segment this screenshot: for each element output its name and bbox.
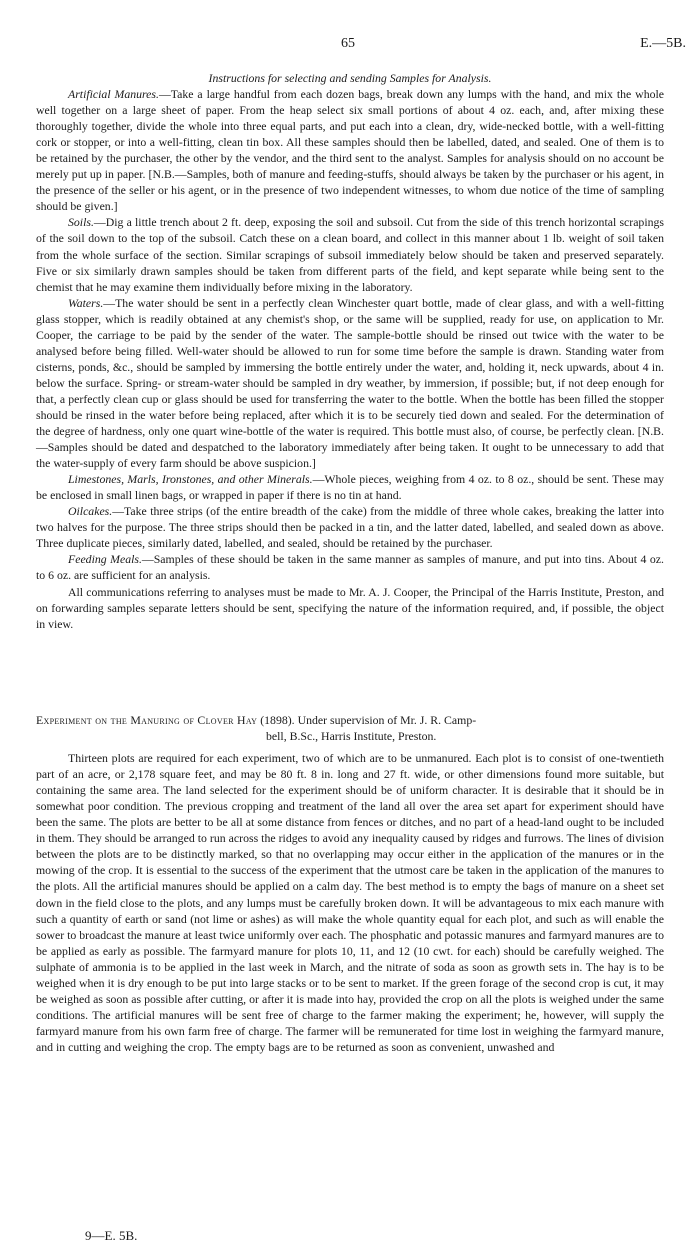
page-header xyxy=(0,36,700,52)
heading-limestones: Limestones, Marls, Ironstones, and other Minerals. xyxy=(68,472,313,487)
heading-waters: Waters. xyxy=(68,295,104,310)
text-soils: —Dig a little trench about 2 ft. deep, exposing the soil and subsoil. Cut from the side of this trench horizontal scrapings of the soil down to the top of the subsoil. Catch these on a clean board, and collect in this manner about 1 lb. weight of soil taken from the whole surface of the section. Similar scrapings of subsoil immediately below should be taken and preserved separately. Five or six similarly drawn samples should be taken from different parts of the field, and kept separate while being sent to the chemist that he may examine them individually before mixing in the laboratory. xyxy=(36,215,664,294)
instructions-title: Instructions for selecting and sending Samples for Analysis. xyxy=(208,71,492,85)
experiment-heading-line2: bell, B.Sc., Harris Institute, Preston. xyxy=(266,729,437,744)
paragraph-soils xyxy=(36,214,664,294)
experiment-body: Thirteen plots are required for each experiment, two of which are to be unmanured. Each plot is to consist of one-twentieth part of an acre, or 2,178 square feet, and may be 80 ft. 8 in. long and 27 ft. wide, or other dimensions found more suitable, but containing the same area. The land selected for the experiment should be of uniform character. It is desirable that it should be in somewhat poor condition. The previous cropping and treatment of the land all over the area set apart for experiment should have been the same. The plots are better to be all at some distance from fences or ditches, and no part of a head-land ought to be included in them. They should be arranged to run across the ridges to avoid any inequality caused by ridges and furrows. The lines of division between the plots are to be distinctly marked, so that no overlapping may occur either in the application of the manures or in the mowing of the crop. It is essential to the success of the experiment that the utmost care be taken in the application of the manures to the plots. All the artificial manures should be applied on a calm day. The best method is to empty the bags of manure on a sheet set down in the field close to the plots, and any lumps must be carefully broken down. It will be advantageous to mix each manure with such a quantity of earth or sand (not lime or ashes) as will make the whole quantity equal for each plot, and such as will enable the sower to broadcast the manure at least twice uniformly over each. The phosphatic and potassic manures and farmyard manures are to be applied as early as possible. The farmyard manure for plots 10, 11, and 12 (10 cwt. for each) should be carefully weighed. The sulphate of ammonia is to be applied in the last week in March, and the nitrate of soda as soon as growth sets in. The hay is to be weighed when it is dry enough to be put into large stacks or to be sent to market. If the green forage of the second crop is cut, it may be weighed as soon as possible after cutting, or after it is made into hay, provided the crop on all the plots is weighed under the same conditions. The artificial manures will be sent free of charge to the farmer making the experiment; he, however, will supply the farmyard manure from his own farm free of charge. The farmer will be remunerated for time lost in weighing the farmyard manure, and in cutting and weighing the crop. The empty bags are to be returned as soon as convenient, unwashed and xyxy=(36,751,664,1054)
heading-soils: Soils. xyxy=(68,215,94,230)
experiment-heading-rest: (1898). Under supervision of Mr. J. R. Camp- xyxy=(257,713,477,727)
paragraph-limestones xyxy=(36,471,664,503)
paragraph-oilcakes xyxy=(36,503,664,551)
heading-artificial-manures: Artificial Manures. xyxy=(68,87,159,102)
text-waters: —The water should be sent in a perfectly clean Winchester quart bottle, made of clear glass, and with a well-fitting glass stopper, which is readily obtained at any chemist's shop, or the same will be supplied, ready for use, on application to Mr. Cooper, the carriage to be paid by the sender of the water. The sample-bottle should be rinsed out twice with the water to be analysed before being filled. Well-water should be allowed to run for some time before the sample is drawn. Standing water from cisterns, ponds, &c., should be sampled by immersing the bottle entirely under the water, and, holding it, neck upwards, about 4 in. below the surface. Spring- or stream-water should be sampled in dry weather, by immersion, if possible; but, if not deep enough for that, a perfectly clean cup or glass should be used for transferring the water to the bottle. When the bottle has been filled the stopper should be rinsed in the water before being replaced, after which it is to be securely tied down and sealed. For the determination of the degree of hardness, only one quart wine-bottle of the water is required. This bottle must also, of course, be perfectly clean. [N.B.—Samples should be dated and despatched to the laboratory immediately after being taken. It ought to be unnecessary to add that the water-supply of every farm should be above suspicion.] xyxy=(36,295,664,471)
paragraph-feeding-meals xyxy=(36,551,664,583)
experiment-heading-line1 xyxy=(36,712,664,728)
experiment-heading xyxy=(36,712,664,744)
text-artificial-manures: —Take a large handful from each dozen bags, break down any lumps with the hand, and mix the whole well together on a large sheet of paper. From the heap select six small portions of about 4 oz. each, and, after mixing these thoroughly together, divide the whole into three equal parts, and put each into a clean, dry, wide-necked bottle, with a well-fitting cork or stopper, or into a well-fitting, clean tin box. All these samples should then be labelled, dated, and sealed. One of them is to be retained by the purchaser, the other by the vendor, and the third sent to the analyst. Samples for analysis should on no account be merely put up in paper. [N.B.—Samples, both of manure and feeding-stuffs, should always be taken by the purchaser or his agent, in the presence of the seller or his agent, or in the presence of two independent witnesses, to whom due notice of the time of sampling should be given.] xyxy=(36,87,665,214)
heading-oilcakes: Oilcakes. xyxy=(68,504,113,519)
document-reference: E.—5B. xyxy=(640,36,686,51)
heading-feeding-meals: Feeding Meals. xyxy=(68,552,142,567)
paragraph-communications: All communications referring to analyses must be made to Mr. A. J. Cooper, the Principal of the Harris Institute, Preston, and on forwarding samples separate letters should be sent, specifying the nature of the information required, and, if possible, the object in view. xyxy=(36,584,664,631)
experiment-section xyxy=(36,712,664,1055)
paragraph-artificial-manures xyxy=(36,86,664,214)
text-limestones: —Whole pieces, weighing from 4 oz. to 8 oz., should be sent. These may be enclosed in small linen bags, or wrapped in paper if there is no tin at hand. xyxy=(36,472,664,503)
experiment-heading-caps: Experiment on the Manuring of Clover Hay xyxy=(36,713,258,727)
text-oilcakes: —Take three strips (of the entire breadth of the cake) from the middle of three whole cakes, breaking the latter into two halves for the purpose. The three strips should then be packed in a tin, and the latter dated, labelled, and sealed down as above. Three duplicate pieces, similarly dated, labelled, and sealed, should be retained by the purchaser. xyxy=(36,504,664,551)
signature-mark: 9—E. 5B. xyxy=(85,1228,138,1243)
text-feeding-meals: —Samples of these should be taken in the same manner as samples of manure, and put into tins. About 4 oz. to 6 oz. are sufficient for an analysis. xyxy=(36,552,664,583)
instructions-section xyxy=(36,70,664,632)
paragraph-waters xyxy=(36,295,664,472)
page-number: 65 xyxy=(341,36,355,51)
